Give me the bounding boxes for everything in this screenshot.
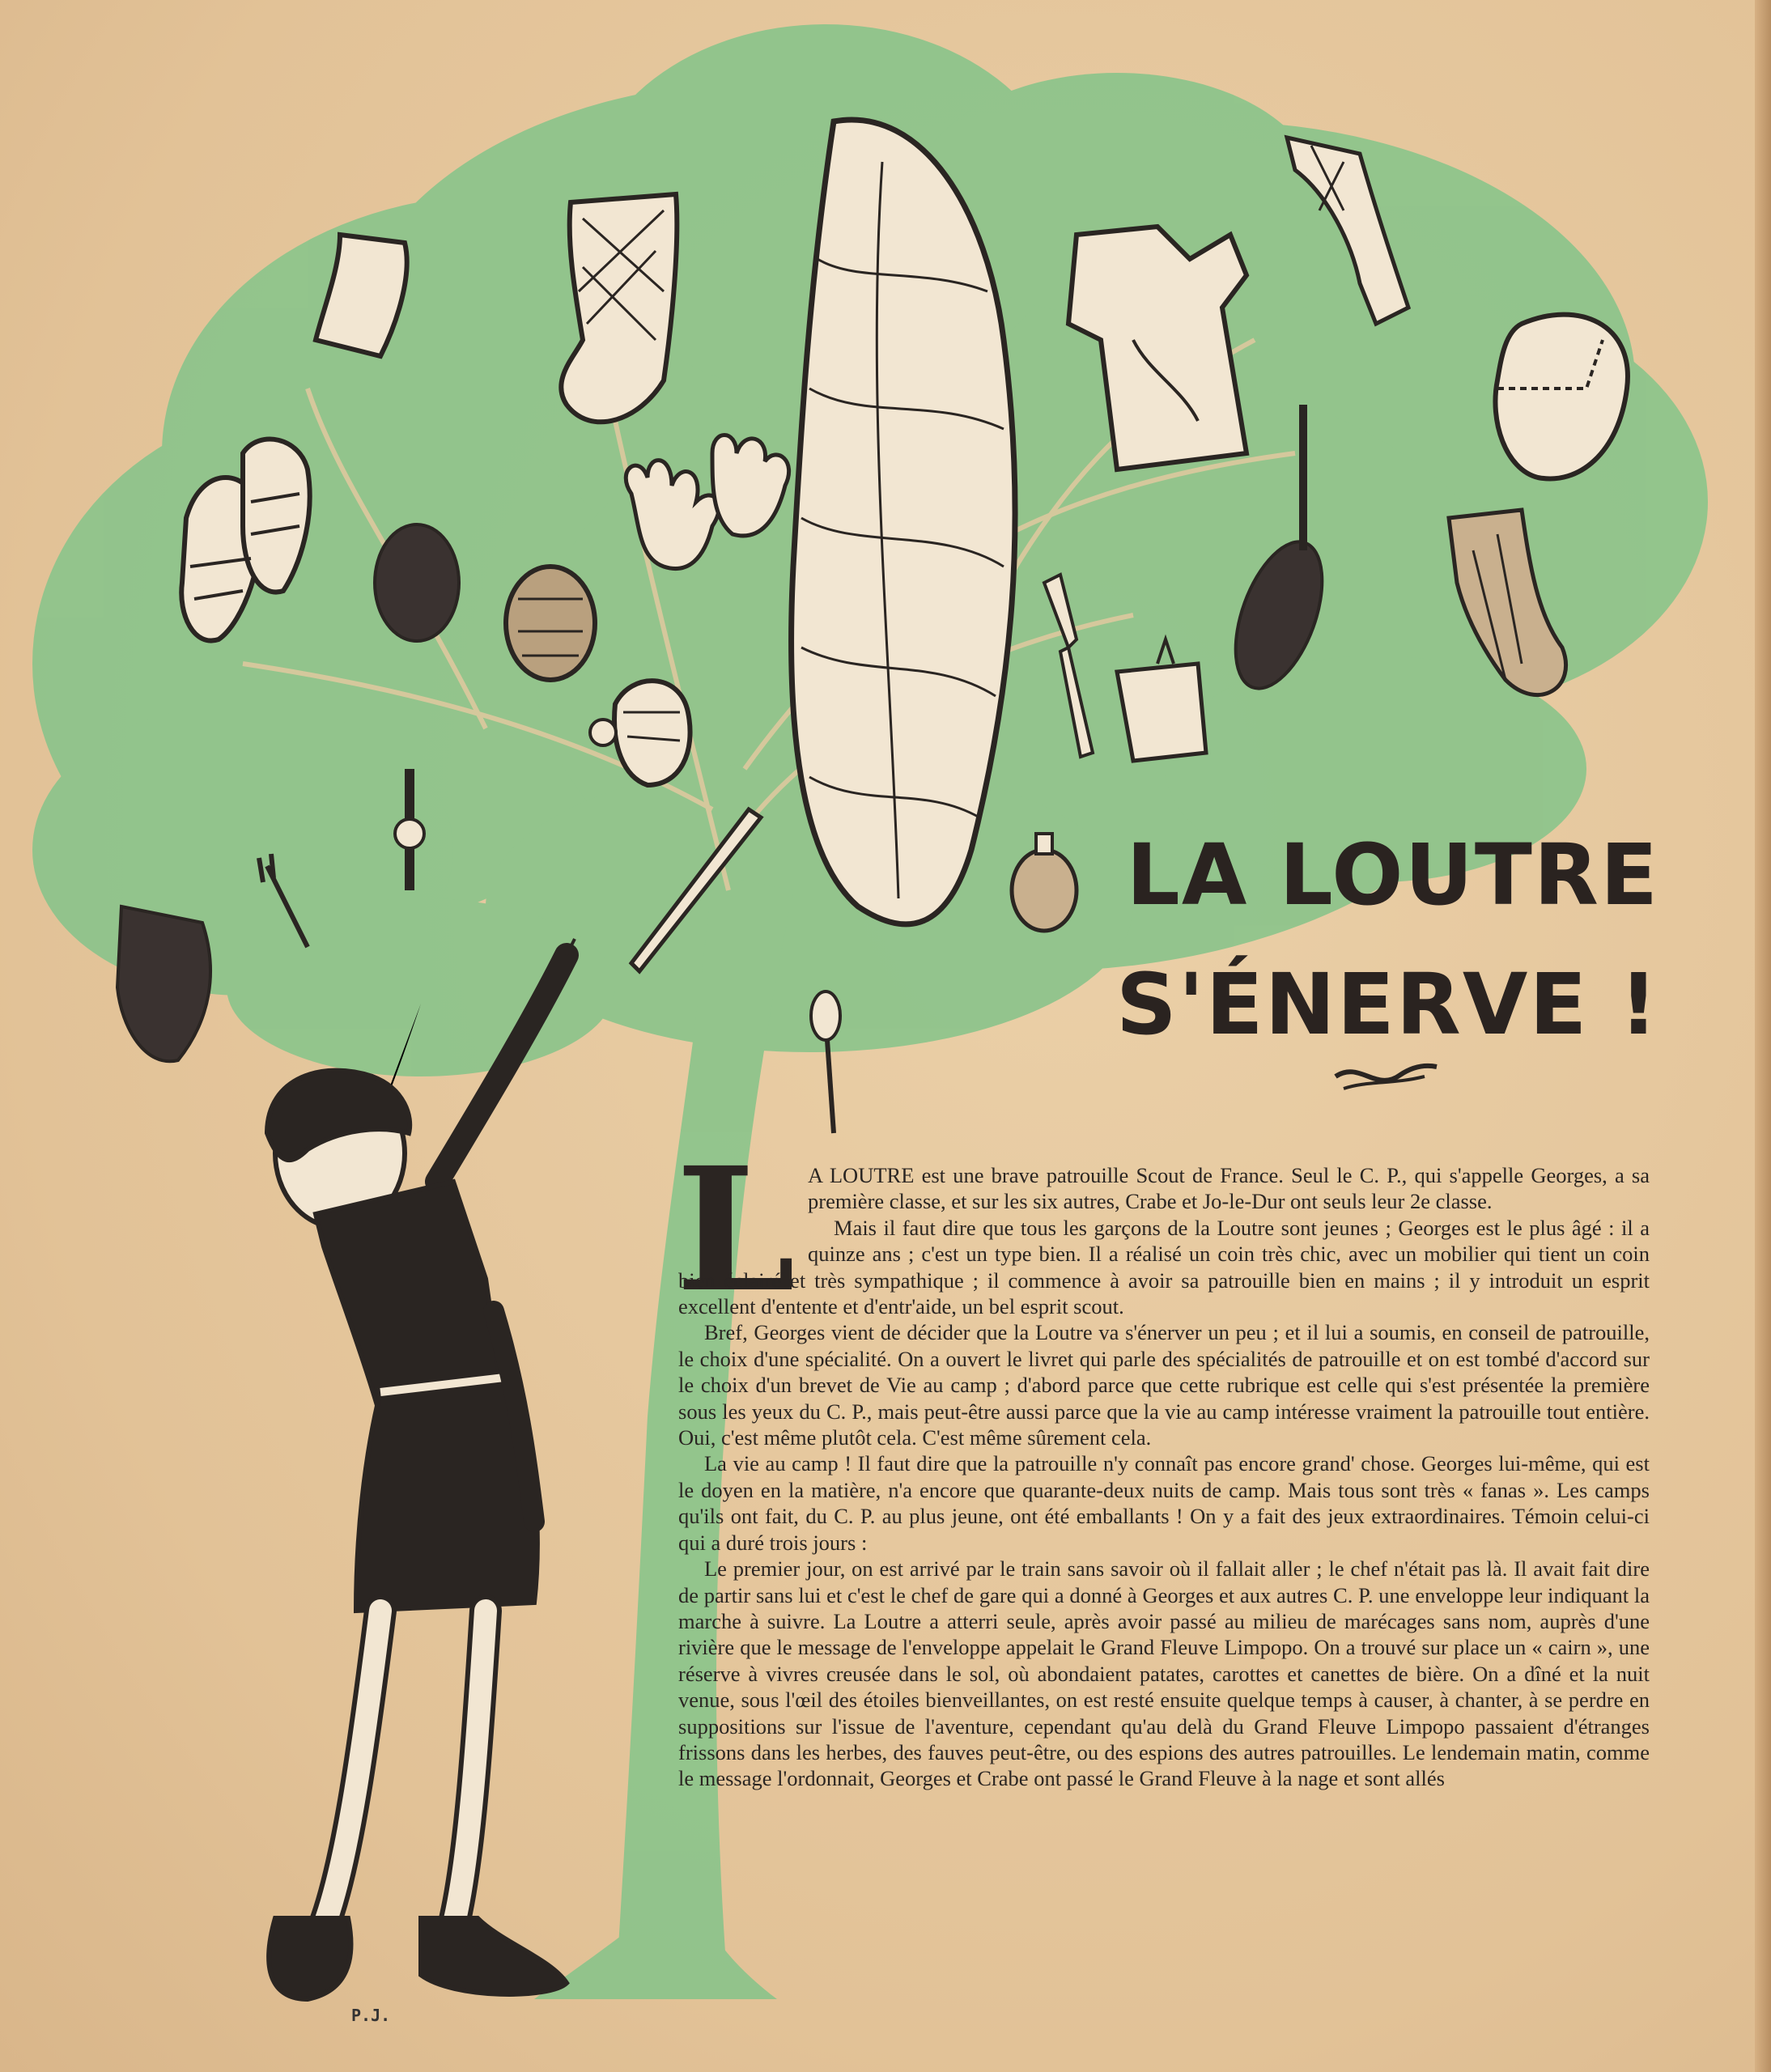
article-title-line2: S'ÉNERVE ! xyxy=(1115,955,1659,1054)
spoon-icon xyxy=(811,991,840,1133)
sock-icon xyxy=(561,194,677,422)
article-title-line1: LA LOUTRE xyxy=(1126,826,1659,924)
artist-signature: P.J. xyxy=(351,2006,391,2025)
canteen-icon xyxy=(506,567,595,680)
article-body xyxy=(676,1130,1650,2053)
pouch-icon xyxy=(117,906,210,1061)
article-paragraph: La vie au camp ! Il faut dire que la patrouille n'y connaît pas encore grand' chose. Georges lui-même, qui est le doyen en la matière, n'a encore que quarante-deux nuits de camp. Mais tous sont très « fanas ». Les camps qu'ils ont fait, du C. P. au plus jeune, ont été emballants ! On y a fait des jeux extraordinaires. Témoin celui-ci qui a duré trois jours : xyxy=(678,1451,1650,1555)
boy-figure xyxy=(267,939,575,1999)
drop-cap: L xyxy=(676,1130,796,1330)
article-paragraph: Bref, Georges vient de décider que la Loutre va s'énerver un peu ; et il lui a soumis, en conseil de patrouille, le choix d'une spécialité. On a ouvert le livret qui parle des spécialités de patrouille et on est tombé d'accord sur le choix d'un brevet de Vie au camp ; d'abord parce que cette rubrique est celle qui s'est présentée la première sous les yeux du C. P., mais peut-être aussi parce que la vie au camp intéresse vraiment la patrouille tout entière. Oui, c'est même plutôt cela. C'est même sûrement cela. xyxy=(678,1320,1650,1450)
sleeping-bag-icon xyxy=(792,120,1016,924)
article-paragraph: A LOUTRE est une brave patrouille Scout de France. Seul le C. P., qui s'appelle Georges, a sa première classe, et sur les six autres, Crabe et Jo-le-Dur ont seuls leur 2e classe. xyxy=(808,1163,1650,1214)
article-paragraph: Le premier jour, on est arrivé par le train sans savoir où il fallait aller ; le chef n'était pas là. Il avait fait dire de partir sans lui et c'est le chef de gare qui a donné à Georges et aux autres C. P. une enveloppe leur indiquant la marche à suivre. La Loutre a atterri seule, après avoir passé au milieu de marécages sans nom, auprès d'une rivière que le message de l'enveloppe appelait le Grand Fleuve Limpopo. On a trouvé sur place un « cairn », une réserve à vivres creusée dans le sol, où abondaient patates, carottes et canettes de bière. On a dîné et la nuit venue, sous l'œil des étoiles bienveillantes, on est resté ensuite quelque temps à causer, à chanter, à se perdre en suppositions sur l'issue de l'aventure, cependant qu'au delà du Grand Fleuve Limpopo passaient d'étranges frissons dans les herbes, des fauves peut-être, ou des espions des autres patrouilles. Le lendemain matin, comme le message l'ordonnait, Georges et Crabe ont passé le Grand Fleuve à la nage et sont allés xyxy=(678,1556,1650,1791)
article-paragraph: Mais il faut dire que tous les garçons de la Loutre sont jeunes ; Georges est le plus âgé : il a quinze ans ; c'est un type bien. Il a réalisé un coin très chic, avec un mobilier qui tient un coin bien éclairé et très sympathique ; il commence à avoir sa patrouille bien en mains ; il y introduit un esprit excellent d'entente et d'entr'aide, un bel esprit scout. xyxy=(678,1215,1650,1319)
title-ornament xyxy=(1327,1052,1441,1101)
egg-icon xyxy=(375,524,459,641)
